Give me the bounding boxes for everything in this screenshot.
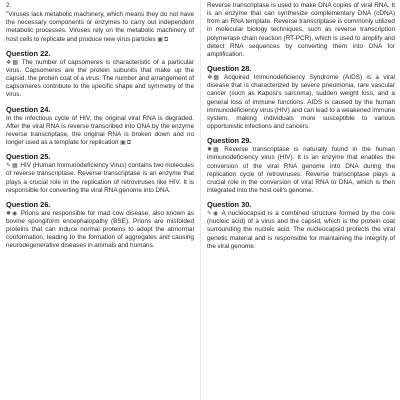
- question-27-text: Reverse transcriptase is used to make DNA copies of viral RNA. It is an enzyme that can synthesize complementary DNA (cDNA) from an RNA template. Reverse transcriptase is commonly utilized in molecular biology techniques, such as reverse transcription polymerase chain reaction (RT-PCR), which is used to amplify and detect RNA sequences by converting them into DNA for amplification.: [207, 2, 395, 58]
- question-30-title: Question 30.: [207, 200, 252, 210]
- column-divider: [200, 0, 201, 400]
- microscope-icon: ❖: [6, 59, 12, 66]
- sun-icon: ✹: [207, 147, 213, 154]
- question-26-title: Question 26.: [6, 199, 51, 209]
- question-24-title: Question 24.: [6, 104, 51, 114]
- target-icon: ◉: [213, 211, 219, 218]
- copy-icon: ⧉: [126, 140, 132, 147]
- question-25-text: ✎▦ HIV (Human Immunodeficiency Virus) contains two molecules of reverse transcriptase. Reverse transcriptase is an enzyme that plays a crucial role in the replication of retroviruses like HIV. It is responsible for converting the viral RNA genome into DNA.: [6, 162, 194, 194]
- sun-icon: ✹: [6, 210, 12, 217]
- question-26-text: ✹◉ Prions are responsible for mad cow disease, also known as bovine spongiform encephalopathy (BSE). Prions are misfolded proteins that can induce normal proteins to adopt the abnormal conformation, leading to the formation of aggregates and causing neurodegenerative diseases in animals and humans.: [6, 209, 195, 250]
- question-30-text: ✎◉ A nucleocapsid is a combined structure formed by the core (nucleic acid) of a virus and the capsid, which is the protein coat surrounding the nucleic acid. The nucleocapsid protects the viral genetic material and is responsible for maintaining the integrity of the viral genome.: [207, 210, 395, 250]
- target-icon: ◉: [12, 210, 18, 217]
- question-24-text: In the infectious cycle of HIV, the original viral RNA is degraded. After the viral RNA is reverse transcribed into DNA by the enzyme reverse transcriptase, the original RNA is broken down and no longer used as a template for replication ▣⧉: [6, 114, 194, 147]
- question-28-text: ❖▦ Acquired Immunodeficiency Syndrome (AIDS) is a viral disease that is characterized by severe pneumonia, rare vascular cancer (such as Kaposi's sarcoma), sudden weight loss, and a general loss of immune functions. AIDS is caused by the human immunodeficiency virus (HIV) and can lead to a weakened immune system, making individuals more susceptible to various opportunistic infections and cancers.: [207, 74, 395, 131]
- question-29-text: ✹▦ Reverse transcriptase is naturally found in the human immunodeficiency virus (HIV). It is an enzyme that enables the conversion of the viral RNA genome into DNA during the replication cycle of retroviruses. Reverse transcriptase plays a crucial role in the conversion of viral RNA to DNA, which is then integrated into the host cell's genome.: [207, 146, 395, 194]
- chart-icon: ▦: [213, 147, 219, 154]
- question-22-title: Question 22.: [6, 48, 51, 58]
- question-22-text: ❖▦ The number of capsomeres is characteristic of a particular virus. Capsomeres are the protein subunits that make up the capsid, the protein coat of a virus. The number and arrangement of capsomeres contribute to the specific shape and symmetry of the virus.: [6, 58, 194, 99]
- chart-icon: ▦: [12, 59, 19, 66]
- chart-icon: ▦: [12, 163, 18, 170]
- question-29-title: Question 29.: [207, 136, 252, 146]
- left-column: [6, 2, 194, 251]
- microscope-icon: ❖: [207, 75, 213, 82]
- question-25-title: Question 25.: [6, 152, 51, 162]
- question-21-fragment: 2.: [6, 2, 12, 9]
- chart-icon: ▦: [213, 75, 220, 82]
- book-icon: ▣: [120, 140, 126, 147]
- pencil-icon: ✎: [207, 211, 213, 218]
- right-column: [207, 2, 395, 251]
- book-icon: ▣: [157, 36, 163, 43]
- copy-icon: ⧉: [163, 36, 169, 43]
- question-21-text: "Viruses lack metabolic machinery, which means they do not have the necessary components or enzymes to carry out independent metabolic processes. Viruses rely on the metabolic machinery of host cells to replicate and produce new virus particles ▣⧉: [6, 11, 194, 43]
- pencil-icon: ✎: [6, 163, 12, 170]
- question-28-title: Question 28.: [207, 64, 252, 74]
